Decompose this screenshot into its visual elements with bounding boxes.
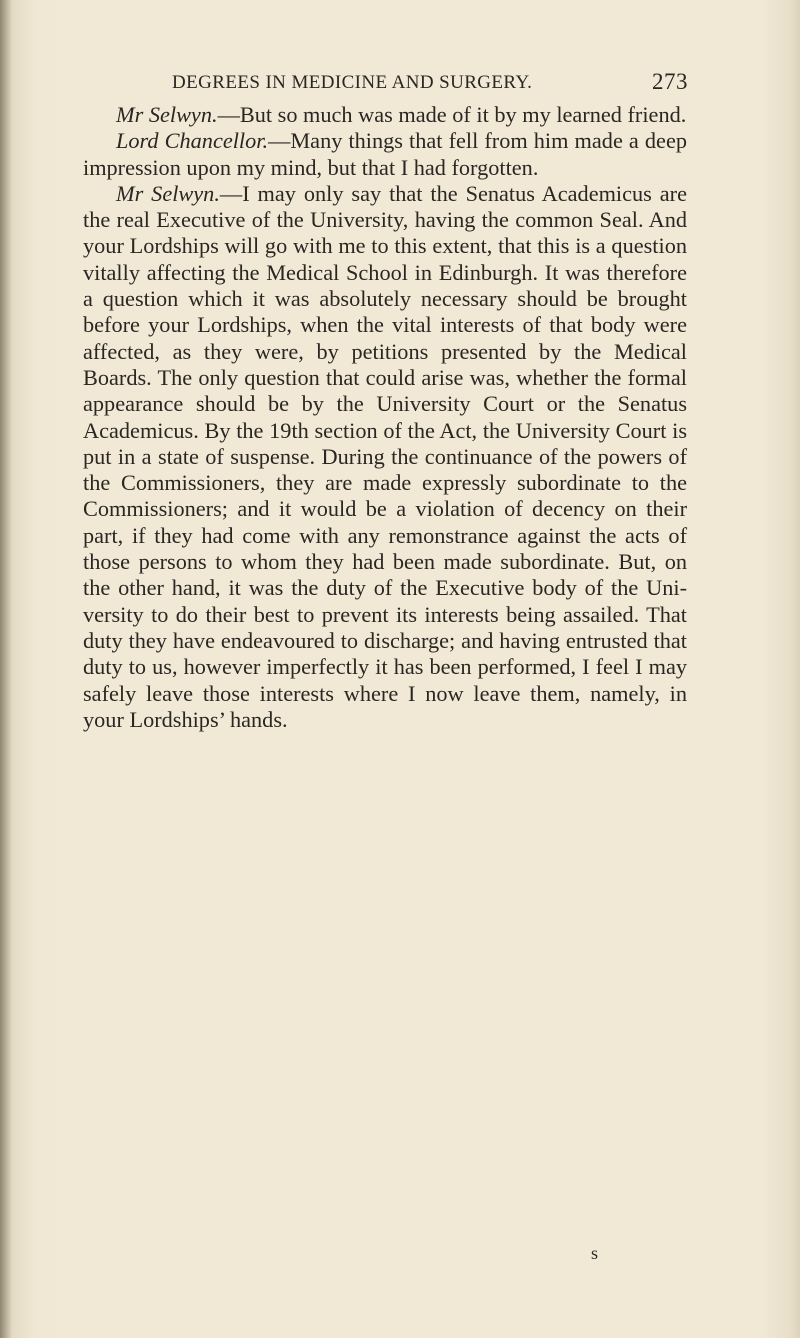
speaker-name: Lord Chancellor.	[116, 128, 269, 154]
speaker-name: Mr Selwyn.	[116, 102, 218, 127]
paragraph-text: —But so much was made of it by my learned friend.	[217, 102, 687, 127]
running-title: DEGREES IN MEDICINE AND SURGERY.	[172, 72, 533, 93]
paragraph-text: —I may only say that the Senatus Academicus are the real Executive of the University, having the common Seal. And your Lordships will go with me to this extent, that this is a question vitally affecting the Medical School in Edinburgh. It was therefore a question which it was absolutely necessary should be brought before your Lordships, when the vital interests of that body were affected, as they were, by petitions presented by the Medical Boards. The only question that could arise was, whether the formal appearance should be by the University Court or the Senatus Academicus. By the 19th section of the Act, the University Court is put in a state of suspense. During the continuance of the powers of the Commissioners, they are made expressly subordinate to the Commissioners; and it would be a violation of decency on their part, if they had come with any remonstrance against the acts of those persons to whom they had been made subordinate. But, on the other hand, it was the duty of the Executive body of the University to do their best to prevent its interests being assailed. That duty they have endeavoured to discharge; and having entrusted that duty to us, however imperfectly it has been performed, I feel I may safely leave those interests where I now leave them, namely, in your Lordships’ hands.	[83, 180, 687, 732]
paragraph-2	[83, 128, 687, 181]
paragraph-1	[83, 102, 687, 128]
body-text	[83, 102, 687, 733]
speaker-name: Mr Selwyn.	[116, 180, 220, 206]
page-binding-edge	[0, 0, 12, 1338]
signature-mark: s	[591, 1243, 599, 1263]
page-number: 273	[652, 69, 688, 94]
paragraph-text: —Many things that fell from him made a deep impression upon my mind, but that I had forgotten.	[83, 128, 687, 180]
paragraph-3	[83, 181, 687, 733]
